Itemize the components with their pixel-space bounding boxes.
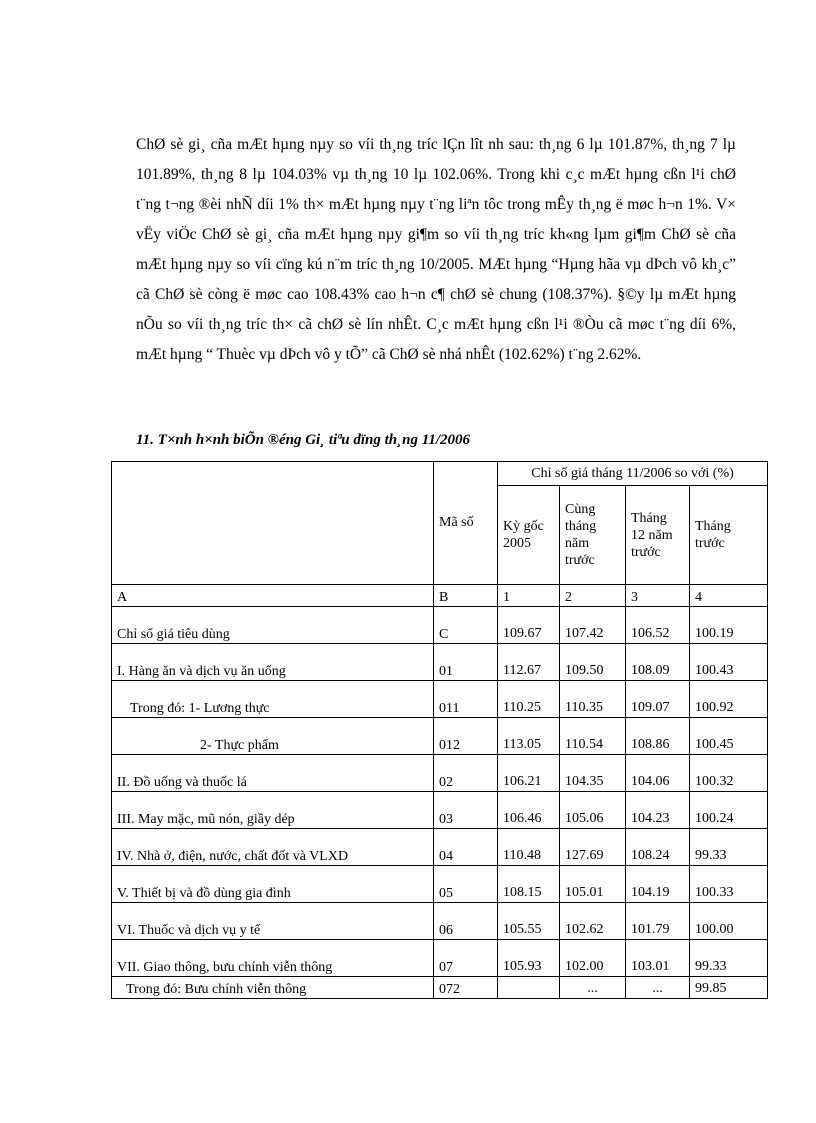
row-value: 100.00: [690, 903, 768, 940]
row-label: Chỉ số giá tiêu dùng: [112, 607, 434, 644]
row-label: VI. Thuốc và dịch vụ y tế: [112, 903, 434, 940]
row-value: 100.43: [690, 644, 768, 681]
row-value: 100.32: [690, 755, 768, 792]
row-code: 01: [434, 644, 498, 681]
letter-cell: 3: [626, 585, 690, 607]
row-value: 99.33: [690, 940, 768, 977]
row-value: 102.00: [560, 940, 626, 977]
row-label: V. Thiết bị và đồ dùng gia đình: [112, 866, 434, 903]
table-row: [112, 829, 768, 866]
row-value: 105.93: [498, 940, 560, 977]
row-value: 104.06: [626, 755, 690, 792]
body-paragraph: ChØ sè gi¸ cña mÆt hµng nµy so víi th¸ng tríc lÇn lît nh sau: th¸ng 6 lµ 101.87%, th¸ng 7 lµ 101.89%, th¸ng 8 lµ 104.03% vµ th¸ng 10 lµ 102.06%. Trong khi c¸c mÆt hµng cßn l¹i chØ t¨ng t¬ng ®èi nhÑ díi 1% th× mÆt hµng nµy t¨ng liªn tôc trong mÊy th¸ng ë møc h¬n 1%. V× vËy viÖc ChØ sè gi¸ cña mÆt hµng nµy gi¶m so víi th¸ng tríc kh«ng lµm gi¶m ChØ sè cña mÆt hµng nµy so víi cïng kú n¨m tríc th¸ng 10/2005. MÆt hµng “Hµng hãa vµ dÞch vô kh¸c” cã ChØ sè còng ë møc cao 108.43% cao h¬n c¶ chØ sè chung (108.37%). §©y lµ mÆt hµng nÕu so víi th¸ng tríc th× cã chØ sè lín nhÊt. C¸c mÆt hµng cßn l¹i ®Òu cã møc t¨ng díi 6%, mÆt hµng “ Thuèc vµ dÞch vô y tÕ” cã ChØ sè nhá nhÊt (102.62%) t¨ng 2.62%.: [136, 136, 736, 363]
row-value: 106.52: [626, 607, 690, 644]
col2-header: Cùng tháng năm trước: [560, 486, 626, 585]
row-value: 104.23: [626, 792, 690, 829]
row-code: C: [434, 607, 498, 644]
table-row: [112, 792, 768, 829]
row-code: 06: [434, 903, 498, 940]
table-row: [112, 866, 768, 903]
row-value: 108.86: [626, 718, 690, 755]
row-label: I. Hàng ăn và dịch vụ ăn uống: [112, 644, 434, 681]
row-value: 110.25: [498, 681, 560, 718]
row-code: 04: [434, 829, 498, 866]
row-value: 103.01: [626, 940, 690, 977]
section-heading: 11. T×nh h×nh biÕn ®éng Gi¸ tiªu dïng th¸ng 11/2006: [136, 432, 471, 448]
row-value: 110.54: [560, 718, 626, 755]
letter-cell: 1: [498, 585, 560, 607]
row-value: 113.05: [498, 718, 560, 755]
row-value: 105.06: [560, 792, 626, 829]
row-value: ...: [626, 977, 690, 999]
col3-header: Tháng 12 năm trước: [626, 486, 690, 585]
table-row: [112, 755, 768, 792]
row-value: 127.69: [560, 829, 626, 866]
row-value: 106.46: [498, 792, 560, 829]
table-row: [112, 940, 768, 977]
row-value: 109.67: [498, 607, 560, 644]
letter-cell: 4: [690, 585, 768, 607]
row-value: 109.07: [626, 681, 690, 718]
row-value: 106.21: [498, 755, 560, 792]
row-code: 03: [434, 792, 498, 829]
row-value: 102.62: [560, 903, 626, 940]
table-row: [112, 607, 768, 644]
row-value: 110.48: [498, 829, 560, 866]
row-value: ...: [560, 977, 626, 999]
row-value: 99.85: [690, 977, 768, 999]
price-index-table: [111, 461, 768, 999]
row-value: 112.67: [498, 644, 560, 681]
row-label: III. May mặc, mũ nón, giầy dép: [112, 792, 434, 829]
row-value: 109.50: [560, 644, 626, 681]
row-value: 105.55: [498, 903, 560, 940]
row-label: Trong đó: Bưu chính viễn thông: [112, 977, 434, 999]
row-label: 2- Thực phẩm: [112, 718, 434, 755]
row-value: 100.33: [690, 866, 768, 903]
row-value: 108.09: [626, 644, 690, 681]
row-value: 104.35: [560, 755, 626, 792]
letter-cell: A: [112, 585, 434, 607]
row-code: 05: [434, 866, 498, 903]
code-header: Mã số: [434, 462, 498, 585]
table-row: [112, 977, 768, 999]
row-code: 012: [434, 718, 498, 755]
row-code: 011: [434, 681, 498, 718]
blank-header-cell: [112, 462, 434, 585]
row-value: 100.19: [690, 607, 768, 644]
letter-cell: 2: [560, 585, 626, 607]
row-label: Trong đó: 1- Lương thực: [112, 681, 434, 718]
letter-cell: B: [434, 585, 498, 607]
table-header-row-1: [112, 462, 768, 486]
row-value: 104.19: [626, 866, 690, 903]
row-value: 105.01: [560, 866, 626, 903]
col4-header: Tháng trước: [690, 486, 768, 585]
row-code: 02: [434, 755, 498, 792]
row-label: VII. Giao thông, bưu chính viễn thông: [112, 940, 434, 977]
row-value: 107.42: [560, 607, 626, 644]
letter-row: [112, 585, 768, 607]
row-code: 072: [434, 977, 498, 999]
row-value: 108.24: [626, 829, 690, 866]
row-value: 99.33: [690, 829, 768, 866]
row-value: 100.92: [690, 681, 768, 718]
row-value: 100.24: [690, 792, 768, 829]
table-row: [112, 903, 768, 940]
table-row: [112, 718, 768, 755]
table-row: [112, 644, 768, 681]
group-header: Chỉ số giá tháng 11/2006 so với (%): [498, 462, 768, 486]
row-value: 108.15: [498, 866, 560, 903]
row-value: 101.79: [626, 903, 690, 940]
row-value: 110.35: [560, 681, 626, 718]
row-value: 100.45: [690, 718, 768, 755]
row-code: 07: [434, 940, 498, 977]
row-label: II. Đồ uống và thuốc lá: [112, 755, 434, 792]
row-label: IV. Nhà ở, điện, nước, chất đốt và VLXD: [112, 829, 434, 866]
row-value: [498, 977, 560, 999]
table-row: [112, 681, 768, 718]
col1-header: Kỳ gốc 2005: [498, 486, 560, 585]
